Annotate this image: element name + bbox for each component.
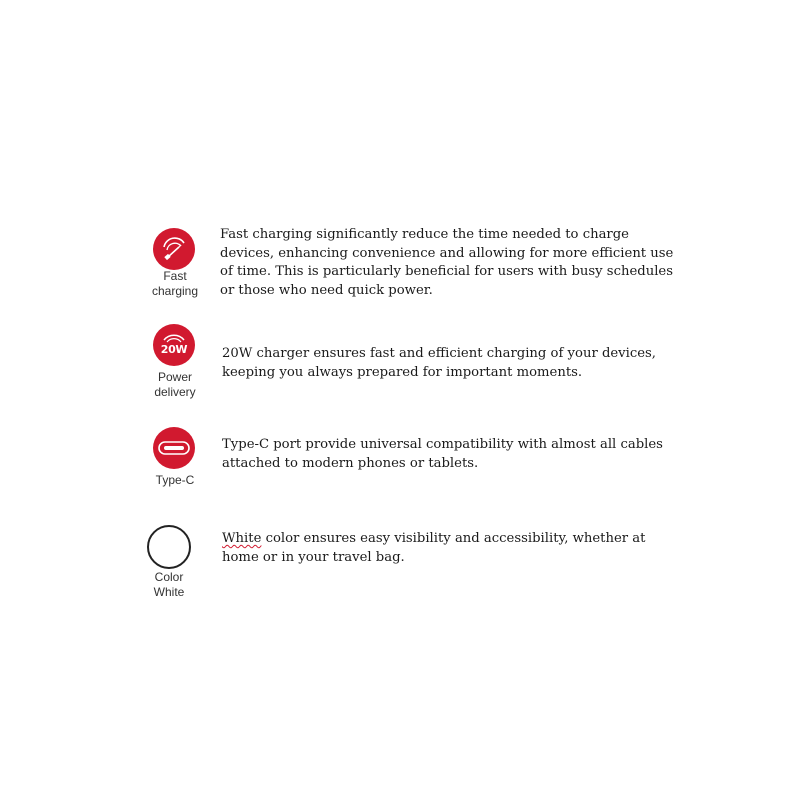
caption-line: Power — [157, 370, 192, 384]
feature-caption — [135, 473, 215, 488]
type-c-port-icon — [153, 427, 195, 469]
feature-description: 20W charger ensures fast and efficient charging of your devices, keeping you always prepared for important moments. — [222, 346, 657, 380]
feature-caption — [135, 370, 215, 400]
feature-description: Type-C port provide universal compatibility with almost all cables attached to modern phones or tablets. — [222, 437, 663, 471]
type-c-port-graphic — [158, 441, 190, 455]
feature-caption — [135, 269, 215, 299]
caption-line: White — [153, 585, 185, 599]
caption-line: Color — [154, 570, 184, 584]
caption-line: delivery — [154, 385, 196, 399]
white-color-swatch-icon — [147, 525, 191, 569]
fast-charging-icon — [153, 228, 195, 270]
caption-line: Type-C — [155, 473, 195, 487]
feature-description: Fast charging significantly reduce the time needed to charge devices, enhancing convenience and allowing for more efficient use of time. This is particularly beneficial for users with busy schedules or those who need quick power. — [220, 227, 674, 298]
power-delivery-icon — [153, 324, 195, 366]
description-rest: color ensures easy visibility and accessibility, whether at home or in your travel bag. — [222, 531, 646, 565]
spellcheck-word: White — [222, 531, 262, 546]
badge-label: 20W — [160, 342, 188, 356]
feature-description — [222, 530, 672, 567]
caption-line: charging — [151, 284, 199, 298]
feature-caption — [129, 570, 209, 600]
caption-line: Fast — [163, 269, 187, 283]
fast-charging-icon-graphic — [159, 234, 189, 264]
